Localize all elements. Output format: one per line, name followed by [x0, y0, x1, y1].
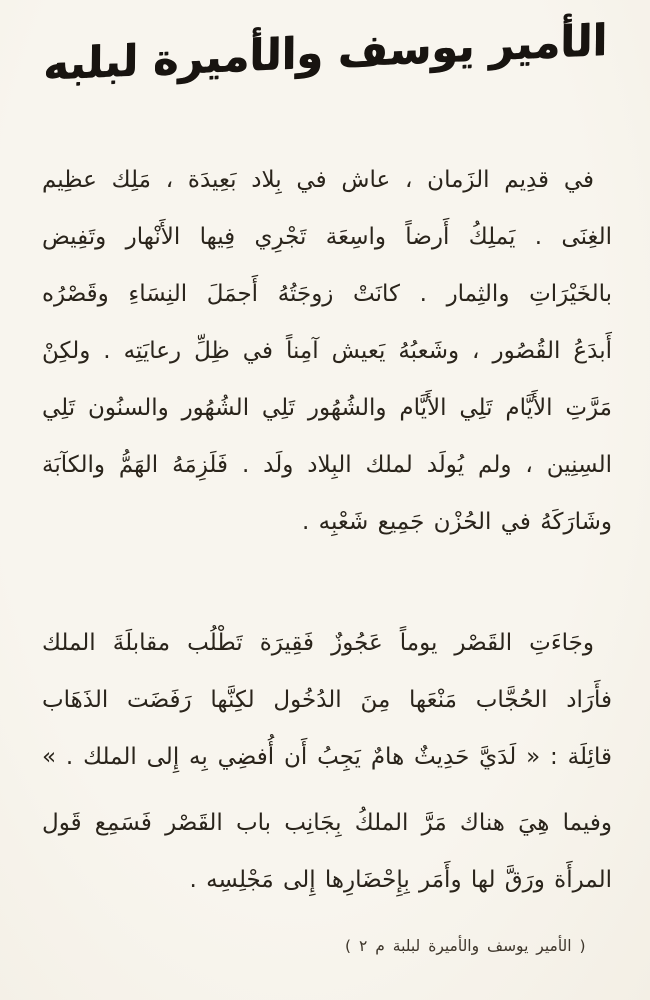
paragraph [42, 615, 612, 786]
story-text [42, 152, 612, 909]
paragraph [42, 152, 612, 551]
text-line: مَرَّتِ الأَيَّام تَلِي الأَيَّام والشُهُور تَلِي الشُهُور والسنُون تَلِي [42, 395, 612, 421]
text-line: وجَاءَتِ القَصْر يوماً عَجُوزٌ فَقِيرَة تَطْلُب مقابلَةَ الملك [42, 630, 594, 656]
text-line: قائِلَة : « لَدَيَّ حَدِيثٌ هامٌ يَجِبُ أَن أُفضِي بِه إِلى الملك . » [42, 744, 612, 770]
text-line: المرأَة ورَقَّ لها وأَمَر بِإِحْضَارِها إِلى مَجْلِسِه . [189, 867, 612, 893]
text-line: في قدِيم الزَمان ، عاش في بِلاد بَعِيدَة ، مَلِك عظِيم [42, 167, 594, 193]
footer-signature: ( الأمير يوسف والأميرة لبلبة م ٢ ) [345, 937, 586, 955]
text-line: بالخَيْرَاتِ والثِمار . كانَتْ زوجَتُهُ أَجمَلَ النِسَاءِ وقَصْرُه [42, 281, 612, 307]
title-area [0, 15, 650, 91]
footer-area [0, 936, 650, 955]
book-title-calligraphy: الأمير يوسف والأميرة لبلبه [42, 15, 608, 91]
text-line: أَبدَعُ القُصُور ، وشَعبُهُ يَعيش آمِناً في ظِلِّ رعايَتِه . ولكِنْ [42, 338, 612, 364]
text-line: السِنِين ، ولم يُولَد لملك البِلاد ولَد . فَلَزِمَهُ الهَمُّ والكآبَة [42, 452, 612, 478]
text-line: الغِنَى . يَملِكُ أَرضاً واسِعَة تَجْرِي فِيها الأَنْهار وتَفِيض [42, 224, 612, 250]
paragraph [42, 795, 612, 909]
text-line: وفيما هِيَ هناك مَرَّ الملكُ بِجَانِب باب القَصْر فَسَمِع قَول [42, 810, 612, 836]
text-line: فأَرَاد الحُجَّاب مَنْعَها مِنَ الدُخُول لكِنَّها رَفَضَت الذَهَاب [42, 687, 612, 713]
text-line: وشَارَكَهُ في الحُزْن جَمِيع شَعْبِه . [302, 509, 612, 535]
